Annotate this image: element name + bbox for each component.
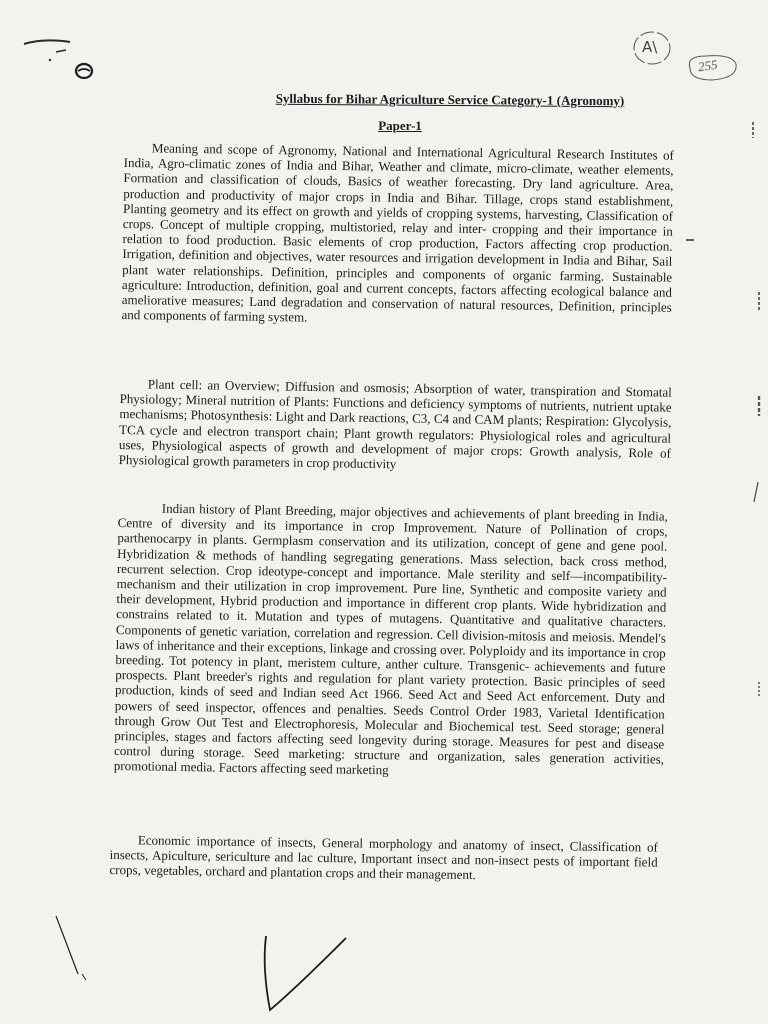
corner-number-text: 255 bbox=[696, 56, 719, 75]
margin-speck bbox=[746, 120, 760, 140]
margin-dash bbox=[684, 236, 696, 244]
margin-speck bbox=[752, 680, 766, 700]
paragraph-plant-breeding: Indian history of Plant Breeding, major objectives and achievements of plant breeding in India, Centre of diversity and its importance in crop Improvement. Nature of Pollination of crops, parthenocarpy in plants. Germplasm conservation and its utilization, concept of gene and gene pool. Hybridization & methods of handling segregating generations. Mass selection, back cross method, recurrent selection. Crop ideotype-concept and importance. Male sterility and self—incompatibility- mechanism and their utilization in crop improvement. Pure line, Synthetic and composite variety and their development, Hybrid production and importance in different crop plants. Wide hybridization and constrains related to it. Mutation and types of mutagens. Quantitative and qualitative characters. Components of genetic variation, correlation and regression. Cell division-mitosis and meiosis. Mendel's laws of inheritance and their exceptions, linkage and crossing over. Polyploidy and its importance in crop breeding. Tot potency in plant, meristem culture, anther culture. Transgenic- achievements and future prospects. Plant breeder's rights and regulation for plant variety protection. Basic principles of seed production, kinds of seed and Indian seed Act 1966. Seed Act and Seed Act enforcement. Duty and powers of seed inspector, offences and penalties. Seeds Control Order 1983, Varietal Identification through Grow Out Test and Electrophoresis, Molecular and Biochemical test. Seed storage; general principles, stages and factors affecting seed longevity during storage. Measures for pest and disease control during storage. Seed marketing: structure and organization, sales generation activities, promotional media. Factors affecting seed marketing bbox=[113, 500, 668, 778]
handwritten-tick-mark bbox=[256, 928, 356, 1018]
paragraph-entomology: Economic importance of insects, General morphology and anatomy of insect, Classification of insects, Apiculture, sericulture and lac culture, Important insect and non-insect pests of important field crops, vegetables, orchard and plantation crops and their management. bbox=[109, 832, 658, 883]
paragraph-plant-physiology: Plant cell: an Overview; Diffusion and osmosis; Absorption of water, transpiration and Stomatal Physiology; Mineral nutrition of Plants: Functions and deficiency symptoms of nutrients, nutrient uptake mechanisms; Photosynthesis: Light and Dark reactions, C3, C4 and CAM plants; Respiration: Glycolysis, TCA cycle and electron transport chain; Plant growth regulators: Physiological roles and agricultural uses, Physiological aspects of growth and development of major crops: Growth analysis, Role of Physiological growth parameters in crop productivity bbox=[118, 376, 672, 472]
paragraph-agronomy: Meaning and scope of Agronomy, National and International Agricultural Research Institutes of India, Agro-climatic zones of India and Bihar, Weather and climate, micro-climate, weather elements, Formation and classification of clouds, Basics of weather forecasting. Dry land agriculture. Area, production and productivity of major crops in India and Bihar. Tillage, crops stand establishment, Planting geometry and its effect on growth and yields of cropping systems, harvesting, Classification of crops. Concept of multiple cropping, multistoried, relay and inter- cropping and their importance in relation to food production. Basic elements of crop production, Factors affecting crop production. Irrigation, definition and objectives, water resources and irrigation development in India and Bihar, Sail plant water relationships. Definition, principles and components of organic farming. Sustainable agriculture: Introduction, definition, goal and current concepts, factors affecting ecological balance and ameliorative measures; Land degradation and conservation of natural resources, Definition, principles and components of farming system. bbox=[121, 140, 674, 325]
paper-heading: Paper-1 bbox=[378, 118, 422, 133]
margin-speck bbox=[752, 394, 766, 418]
document-title: Syllabus for Bihar Agriculture Service Category-1 (Agronomy) bbox=[275, 90, 625, 109]
margin-speck bbox=[752, 290, 766, 314]
margin-speck bbox=[750, 480, 762, 504]
circled-annotation bbox=[630, 28, 674, 68]
circled-annotation-text: A\ bbox=[642, 38, 658, 56]
left-margin-stroke bbox=[52, 912, 92, 982]
handwritten-dash-mark bbox=[20, 28, 80, 68]
hole-punch-icon bbox=[72, 60, 96, 82]
corner-number-annotation bbox=[684, 50, 740, 84]
